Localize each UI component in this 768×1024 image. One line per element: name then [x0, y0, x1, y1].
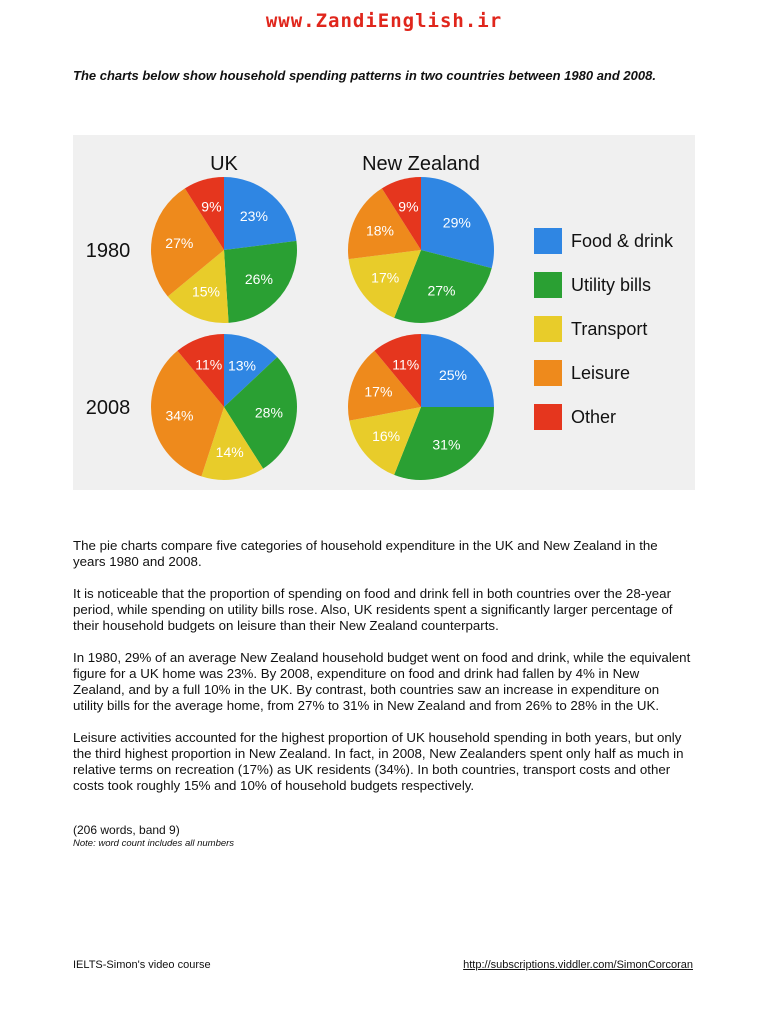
task-prompt: The charts below show household spending patterns in two countries between 1980 and 2008.	[73, 68, 656, 83]
pie-label-uk-1980-transport: 15%	[191, 283, 221, 300]
pie-label-uk-1980-food-drink: 23%	[239, 208, 268, 224]
pie-label-uk-1980-other: 9%	[201, 198, 222, 215]
legend-swatch-leisure	[534, 360, 562, 386]
chart-panel	[73, 135, 695, 490]
pie-label-uk-1980-leisure: 27%	[165, 234, 194, 251]
row-label-2008: 2008	[85, 397, 131, 419]
row-label-1980: 1980	[85, 240, 131, 262]
footer-course: IELTS-Simon's video course	[73, 959, 211, 971]
column-title-new-zealand: New Zealand	[362, 153, 480, 175]
legend-label-utility-bills: Utility bills	[571, 275, 652, 295]
pie-label-uk-2008-transport: 14%	[215, 443, 244, 460]
legend-swatch-food-drink	[534, 228, 562, 254]
column-title-uk: UK	[210, 153, 238, 175]
site-header: www.ZandiEnglish.ir	[265, 10, 503, 32]
pie-label-new-zealand-1980-food-drink: 29%	[442, 214, 471, 231]
word-count: (206 words, band 9)	[73, 823, 180, 837]
legend-label-other: Other	[571, 407, 617, 427]
pie-label-new-zealand-1980-transport: 17%	[371, 269, 400, 286]
pie-label-new-zealand-2008-utility-bills: 31%	[432, 436, 461, 453]
pie-label-new-zealand-2008-other: 11%	[392, 356, 420, 373]
pie-label-uk-2008-other: 11%	[195, 356, 223, 373]
pie-label-uk-2008-utility-bills: 28%	[254, 404, 283, 421]
legend-swatch-transport	[534, 316, 562, 342]
pie-label-uk-2008-food-drink: 13%	[227, 357, 257, 374]
legend-label-food-drink: Food & drink	[571, 231, 674, 251]
pie-label-new-zealand-2008-transport: 16%	[372, 427, 401, 444]
legend-label-transport: Transport	[571, 319, 648, 339]
legend-label-leisure: Leisure	[571, 363, 631, 383]
essay-paragraph-1: The pie charts compare five categories of household expenditure in the UK and New Zealand in the years 1980 and 2008.	[73, 538, 658, 569]
footer-link[interactable]: http://subscriptions.viddler.com/SimonCorcoran	[463, 959, 693, 971]
pie-label-new-zealand-2008-leisure: 17%	[364, 383, 393, 400]
legend-swatch-utility-bills	[534, 272, 562, 298]
essay-paragraph-4: Leisure activities accounted for the highest proportion of UK household spending in both years, but only the third highest proportion in New Zealand. In fact, in 2008, New Zealanders spent only half as much in relative terms on recreation (17%) as UK residents (34%). In both countries, transport costs and other costs took roughly 15% and 10% of household budgets respectively.	[73, 730, 684, 793]
pie-label-new-zealand-1980-leisure: 18%	[365, 222, 395, 239]
pie-charts	[73, 135, 695, 490]
model-essay	[73, 538, 693, 810]
pie-label-uk-1980-utility-bills: 26%	[244, 270, 273, 287]
essay-paragraph-2: It is noticeable that the proportion of spending on food and drink fell in both countries over the 28-year period, while spending on utility bills rose. Also, UK residents spent a significantly larger percentage of their household budgets on leisure than their New Zealand counterparts.	[73, 586, 673, 633]
legend-swatch-other	[534, 404, 562, 430]
pie-label-new-zealand-2008-food-drink: 25%	[438, 367, 468, 383]
essay-paragraph-3: In 1980, 29% of an average New Zealand household budget went on food and drink, while the equivalent figure for a UK home was 23%. By 2008, expenditure on food and drink had fallen by 4% in New Zealand, and by a full 10% in the UK. By contrast, both countries saw an increase in expenditure on utility bills for the average home, from 27% to 31% in New Zealand and from 26% to 28% in the UK.	[73, 650, 691, 713]
pie-label-new-zealand-1980-other: 9%	[398, 198, 419, 215]
pie-label-uk-2008-leisure: 34%	[165, 407, 194, 424]
pie-label-new-zealand-1980-utility-bills: 27%	[427, 282, 456, 299]
word-count-note: Note: word count includes all numbers	[73, 838, 235, 849]
